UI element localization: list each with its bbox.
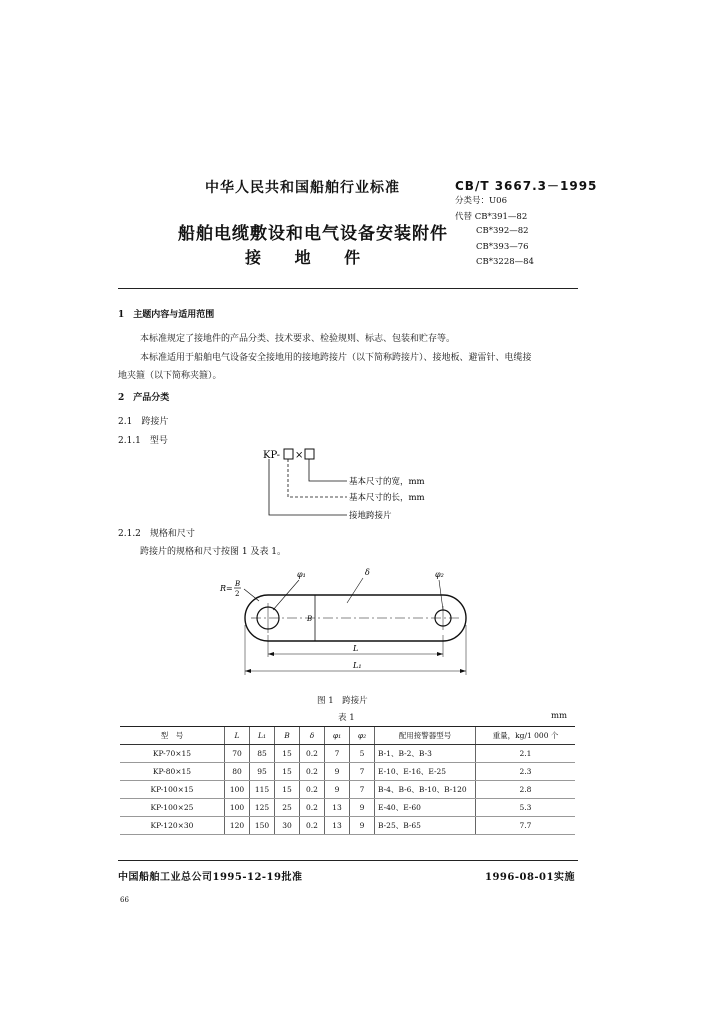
section-1-paragraph-2-cont: 地夹箍（以下简称夹箍）。 (118, 371, 222, 381)
delta-leader (347, 578, 363, 603)
cell-model: KP-120×30 (120, 817, 225, 835)
issuing-org: 中华人民共和国船舶行业标准 (205, 180, 400, 196)
cell-delta: 0.2 (300, 781, 325, 799)
cell-weight: 5.3 (476, 799, 576, 817)
radius-label: R= (220, 584, 233, 593)
label-width: 基本尺寸的宽，mm (349, 477, 425, 487)
cell-phi2: 7 (350, 781, 375, 799)
model-times: × (295, 450, 304, 461)
model-designation-diagram (255, 445, 455, 525)
section-1-paragraph-1: 本标准规定了接地件的产品分类、技术要求、检验规则、标志、包装和贮存等。 (140, 334, 456, 344)
table-1-title: 表 1 (338, 713, 355, 723)
width-box (284, 449, 293, 459)
cell-l: 70 (225, 745, 250, 763)
figure-1-caption: 图 1 跨接片 (317, 696, 368, 706)
section-2-1-2-text: 跨接片的规格和尺寸按图 1 及表 1。 (140, 547, 287, 557)
cell-phi2: 9 (350, 817, 375, 835)
cell-model: KP-100×15 (120, 781, 225, 799)
cell-weight: 7.7 (476, 817, 576, 835)
table-row (120, 745, 575, 763)
radius-fraction-den: 2 (235, 590, 240, 598)
cell-b: 30 (275, 817, 300, 835)
th-l: L (225, 727, 250, 745)
cell-b: 15 (275, 781, 300, 799)
approval-line: 中国船舶工业总公司1995-12-19批准 (118, 872, 303, 883)
label-type: 接地跨接片 (349, 511, 392, 521)
cell-b: 25 (275, 799, 300, 817)
b-label: B (307, 615, 313, 623)
cell-connector: E-40、E-60 (375, 799, 476, 817)
th-l1: L₁ (250, 727, 275, 745)
phi2-label: φ₂ (435, 570, 444, 579)
th-weight: 重量，kg/1 000 个 (476, 727, 576, 745)
spec-table (120, 727, 575, 835)
page-number: 66 (120, 896, 129, 904)
cell-connector: B-4、B-6、B-10、B-120 (375, 781, 476, 799)
table-row (120, 799, 575, 817)
section-2-heading: 2 产品分类 (118, 393, 170, 403)
section-2-1-heading: 2.1 跨接片 (118, 417, 169, 427)
cell-weight: 2.3 (476, 763, 576, 781)
length-box (305, 449, 314, 459)
cell-delta: 0.2 (300, 763, 325, 781)
cell-weight: 2.1 (476, 745, 576, 763)
footer-rule (118, 860, 578, 861)
standard-code: CB/T 3667.3－1995 (455, 179, 598, 193)
th-delta: δ (300, 727, 325, 745)
th-phi2: φ₂ (350, 727, 375, 745)
l1-label: L₁ (353, 661, 362, 670)
cell-b: 15 (275, 763, 300, 781)
cell-b: 15 (275, 745, 300, 763)
delta-label: δ (365, 568, 370, 577)
cell-l1: 125 (250, 799, 275, 817)
cell-phi2: 9 (350, 799, 375, 817)
cell-l: 120 (225, 817, 250, 835)
cell-model: KP-80×15 (120, 763, 225, 781)
cell-l1: 95 (250, 763, 275, 781)
cell-connector: E-10、E-16、E-25 (375, 763, 476, 781)
cell-phi1: 13 (325, 817, 350, 835)
cell-delta: 0.2 (300, 799, 325, 817)
leader-length (288, 459, 347, 497)
cell-phi2: 5 (350, 745, 375, 763)
table-row (120, 781, 575, 799)
label-length: 基本尺寸的长，mm (349, 493, 425, 503)
replaces-line-4: CB*3228—84 (476, 257, 534, 267)
cell-l: 80 (225, 763, 250, 781)
table-1-unit: mm (551, 711, 568, 721)
cell-phi1: 7 (325, 745, 350, 763)
table-row (120, 817, 575, 835)
th-b: B (275, 727, 300, 745)
figure-1-drawing (215, 565, 495, 685)
l-label: L (353, 644, 359, 653)
th-phi1: φ₁ (325, 727, 350, 745)
table-header-row (120, 727, 575, 745)
document-subtitle: 接 地 件 (245, 248, 361, 267)
phi1-label: φ₁ (297, 570, 306, 579)
replaces-line-2: CB*392—82 (476, 226, 529, 236)
cell-connector: B-1、B-2、B-3 (375, 745, 476, 763)
cell-l: 100 (225, 781, 250, 799)
header-rule (118, 288, 578, 289)
section-2-1-1-heading: 2.1.1 型号 (118, 436, 168, 446)
category-code: 分类号：U06 (455, 196, 507, 206)
cell-l1: 85 (250, 745, 275, 763)
replaces-line-3: CB*393—76 (476, 242, 529, 252)
cell-model: KP-70×15 (120, 745, 225, 763)
cell-l: 100 (225, 799, 250, 817)
section-2-1-2-heading: 2.1.2 规格和尺寸 (118, 529, 195, 539)
th-connector: 配用接警器型号 (375, 727, 476, 745)
leader-width (309, 459, 347, 481)
cell-phi2: 7 (350, 763, 375, 781)
section-1-heading: 1 主题内容与适用范围 (118, 310, 215, 320)
cell-weight: 2.8 (476, 781, 576, 799)
cell-phi1: 9 (325, 763, 350, 781)
model-prefix: KP- (263, 450, 281, 461)
cell-model: KP-100×25 (120, 799, 225, 817)
section-1-paragraph-2: 本标准适用于船舶电气设备安全接地用的接地跨接片（以下简称跨接片）、接地板、避雷针、电缆接 (140, 353, 532, 363)
cell-phi1: 9 (325, 781, 350, 799)
radius-fraction-num: B (235, 580, 241, 588)
cell-delta: 0.2 (300, 817, 325, 835)
cell-l1: 115 (250, 781, 275, 799)
replaces-line-1: 代替 CB*391—82 (455, 212, 528, 222)
document-title: 船舶电缆敷设和电气设备安装附件 (178, 224, 448, 244)
cell-delta: 0.2 (300, 745, 325, 763)
th-model: 型 号 (120, 727, 225, 745)
cell-l1: 150 (250, 817, 275, 835)
table-row (120, 763, 575, 781)
cell-phi1: 13 (325, 799, 350, 817)
cell-connector: B-25、B-65 (375, 817, 476, 835)
radius-leader (244, 589, 259, 601)
leader-type (269, 459, 347, 515)
implementation-date: 1996-08-01实施 (485, 872, 575, 883)
